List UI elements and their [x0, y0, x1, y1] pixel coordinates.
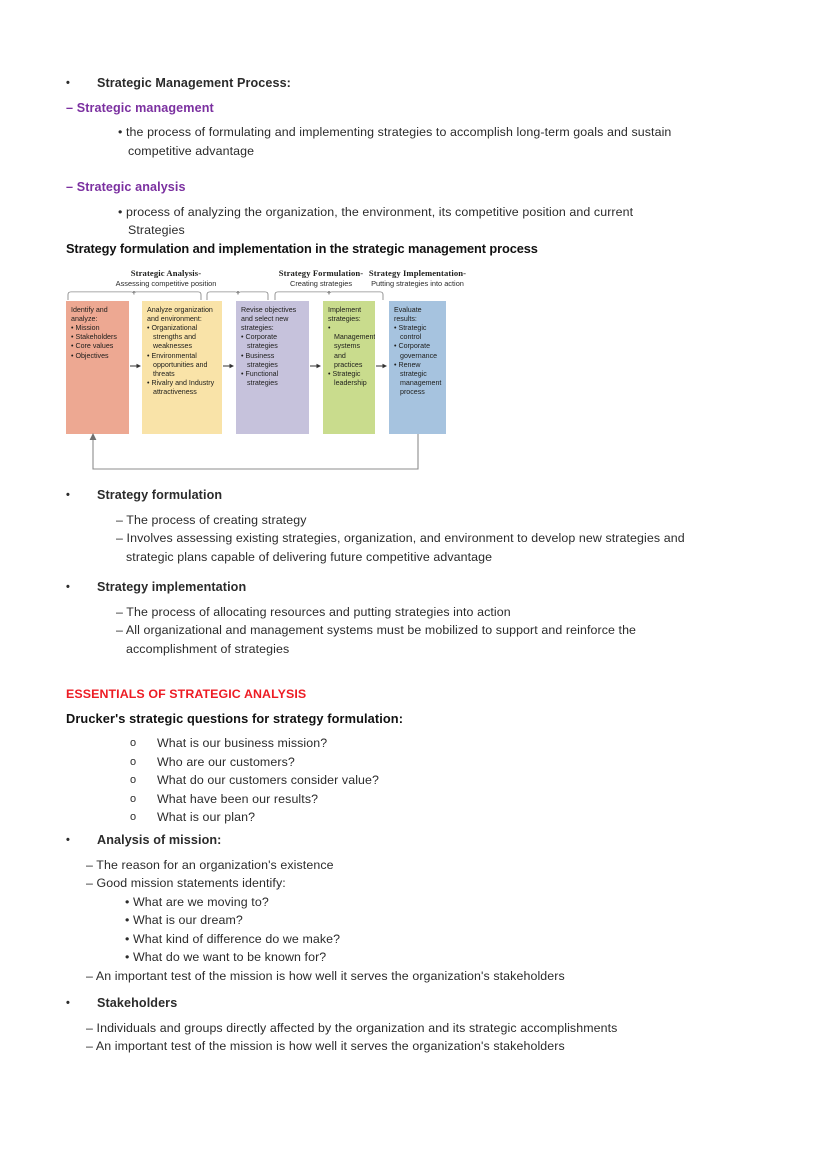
- mission-identify-item: [0, 948, 828, 967]
- bullet-text: the process of formulating and implementing strategies to accomplish long-term goals and sustain: [126, 125, 672, 139]
- box-item: • Strategic control: [394, 323, 427, 342]
- heading-text: Stakeholders: [97, 996, 178, 1010]
- item-text: What is our dream?: [133, 913, 243, 927]
- phase-subtitle: Putting strategies into action: [371, 278, 464, 288]
- box-header: Implement strategies:: [328, 305, 362, 323]
- box-item: • Environmental opportunities and threats: [147, 351, 208, 378]
- bullet-square-icon: •: [66, 834, 70, 846]
- bullet-round-icon: •: [118, 125, 123, 139]
- phase-subtitle: Creating strategies: [289, 278, 353, 288]
- arrow-right-icon: [130, 361, 142, 371]
- box-header: Identify and analyze:: [71, 305, 108, 323]
- question-text: What have been our results?: [157, 791, 319, 806]
- brace-strategy-implementation: [274, 291, 384, 300]
- strategic-management-process-block: [0, 74, 828, 240]
- drucker-question-item: [0, 790, 828, 809]
- heading-strategy-formulation: [0, 486, 828, 505]
- bullet-round-icon: •: [125, 894, 130, 909]
- heading-stakeholders: [0, 994, 828, 1013]
- box-item: • Strategic leadership: [328, 369, 367, 388]
- heading-analysis-of-mission: [0, 831, 828, 850]
- phase-name: Strategy Implementation-: [368, 267, 467, 278]
- box-items: [241, 333, 305, 388]
- bullet-round-icon: •: [125, 950, 130, 964]
- bullet-square-icon: •: [66, 489, 70, 501]
- stakeholders-line-1: – Individuals and groups directly affected by the organization and its strategic accomplishments: [86, 1020, 618, 1035]
- box-header: Revise objectives and select new strategies:: [241, 305, 297, 332]
- bullet-round-icon: •: [125, 931, 130, 946]
- bullet-text: process of analyzing the organization, the environment, its competitive position and current: [126, 204, 634, 219]
- box-items: [71, 324, 125, 361]
- box-header: Evaluate results:: [394, 305, 422, 323]
- drucker-question-item: [0, 808, 828, 827]
- formulation-block: [0, 486, 828, 566]
- question-text: What do our customers consider value?: [157, 773, 380, 787]
- strategic-analysis-bullet-line1: [0, 203, 828, 222]
- box-items: [328, 323, 375, 388]
- mission-identify-item: [0, 911, 828, 930]
- implementation-block: [0, 578, 828, 658]
- box-item: • Rivalry and Industry attractiveness: [147, 379, 215, 397]
- implementation-line-1: – The process of allocating resources and putting strategies into action: [116, 604, 511, 619]
- diagram-box-identify-analyze: [66, 301, 129, 434]
- subheading-strategic-analysis: – Strategic analysis: [66, 180, 186, 194]
- formulation-line-3: strategic plans capable of delivering future competitive advantage: [126, 549, 493, 564]
- mission-closing-line: – An important test of the mission is how well it serves the organization's stakeholders: [86, 968, 565, 983]
- phase-subtitle: Assessing competitive position: [115, 278, 217, 288]
- heading-text: Analysis of mission:: [97, 833, 222, 847]
- implementation-line-3: accomplishment of strategies: [126, 641, 290, 656]
- mission-line-1: – The reason for an organization's existence: [86, 857, 334, 872]
- box-item: • Stakeholders: [71, 333, 117, 342]
- figure-title: Strategy formulation and implementation in the strategic management process: [66, 241, 538, 256]
- stakeholders-line-2: – An important test of the mission is how well it serves the organization's stakeholders: [86, 1039, 565, 1053]
- item-text: What are we moving to?: [133, 894, 269, 909]
- mission-identify-item: [0, 930, 828, 949]
- bullet-square-icon: •: [66, 997, 70, 1009]
- strategic-management-bullet-line1: [0, 123, 828, 142]
- figure-block: [0, 240, 828, 483]
- box-header: Analyze organization and environment:: [147, 305, 213, 323]
- box-item: • Core values: [71, 342, 114, 351]
- drucker-question-item: [0, 753, 828, 772]
- box-item: • Management systems and practices: [328, 323, 375, 369]
- heading-text: Strategy implementation: [97, 580, 247, 594]
- box-item: • Mission: [71, 323, 100, 332]
- circle-open-icon: o: [130, 811, 137, 823]
- phase-name: Strategy Formulation-: [278, 267, 364, 278]
- arrow-right-icon: [223, 361, 235, 371]
- implementation-line-2: – All organizational and management systems must be mobilized to support and reinforce the: [116, 623, 637, 637]
- bullet-round-icon: •: [118, 204, 123, 219]
- formulation-line-1: – The process of creating strategy: [116, 512, 307, 527]
- diagram-box-revise-objectives: [236, 301, 309, 434]
- mission-block: [0, 831, 828, 985]
- box-item: • Corporate strategies: [241, 333, 278, 351]
- box-item: • Corporate governance: [394, 342, 438, 360]
- diagram-box-evaluate-results: [389, 301, 446, 434]
- mission-line-2: – Good mission statements identify:: [86, 876, 286, 890]
- circle-open-icon: o: [130, 737, 137, 749]
- phase-name: Strategic Analysis-: [130, 267, 202, 278]
- heading-text: Strategic Management Process:: [97, 76, 291, 90]
- box-item: • Organizational strengths and weaknesses: [147, 323, 198, 351]
- strategic-management-bullet-line2: competitive advantage: [128, 143, 255, 158]
- heading-essentials-of-strategic-analysis: ESSENTIALS OF STRATEGIC ANALYSIS: [66, 687, 307, 701]
- subheading-strategic-management: – Strategic management: [66, 100, 214, 115]
- box-item: • Objectives: [71, 351, 109, 360]
- box-items: [147, 324, 218, 398]
- box-items: [394, 324, 442, 398]
- heading-strategic-management-process: [0, 74, 828, 93]
- arrow-right-icon: [310, 361, 322, 371]
- essentials-block: [0, 685, 828, 827]
- item-text: What kind of difference do we make?: [133, 931, 341, 946]
- circle-open-icon: o: [130, 792, 137, 805]
- feedback-loop-arrow: [66, 431, 446, 481]
- bullet-square-icon: •: [66, 581, 70, 593]
- formulation-line-2: – Involves assessing existing strategies, organization, and environment to develop new strategies and: [116, 531, 685, 545]
- question-text: Who are our customers?: [157, 754, 295, 769]
- brace-strategy-formulation: [206, 291, 269, 300]
- circle-open-icon: o: [130, 755, 137, 768]
- drucker-question-item: [0, 734, 828, 753]
- strategic-management-process-diagram: [66, 268, 486, 483]
- diagram-box-analyze-organization: [142, 301, 222, 434]
- box-item: • Functional strategies: [241, 369, 279, 388]
- heading-strategy-implementation: [0, 578, 828, 597]
- bullet-round-icon: •: [125, 913, 130, 927]
- heading-text: Strategy formulation: [97, 488, 223, 502]
- question-text: What is our business mission?: [157, 736, 328, 750]
- circle-open-icon: o: [130, 774, 137, 786]
- mission-identify-item: [0, 893, 828, 912]
- bullet-square-icon: •: [66, 77, 70, 89]
- diagram-box-implement-strategies: [323, 301, 375, 434]
- drucker-question-item: [0, 771, 828, 790]
- box-item: • Business strategies: [241, 351, 278, 369]
- strategic-analysis-bullet-line2: Strategies: [128, 223, 185, 237]
- question-text: What is our plan?: [157, 810, 256, 824]
- item-text: What do we want to be known for?: [133, 950, 327, 964]
- phase-label-strategy-implementation: [320, 268, 515, 288]
- stakeholders-block: [0, 994, 828, 1056]
- arrow-right-icon: [376, 361, 388, 371]
- heading-drucker-questions: Drucker's strategic questions for strategy formulation:: [66, 710, 404, 726]
- brace-strategic-analysis: [67, 291, 202, 300]
- box-item: • Renew strategic management process: [394, 360, 442, 397]
